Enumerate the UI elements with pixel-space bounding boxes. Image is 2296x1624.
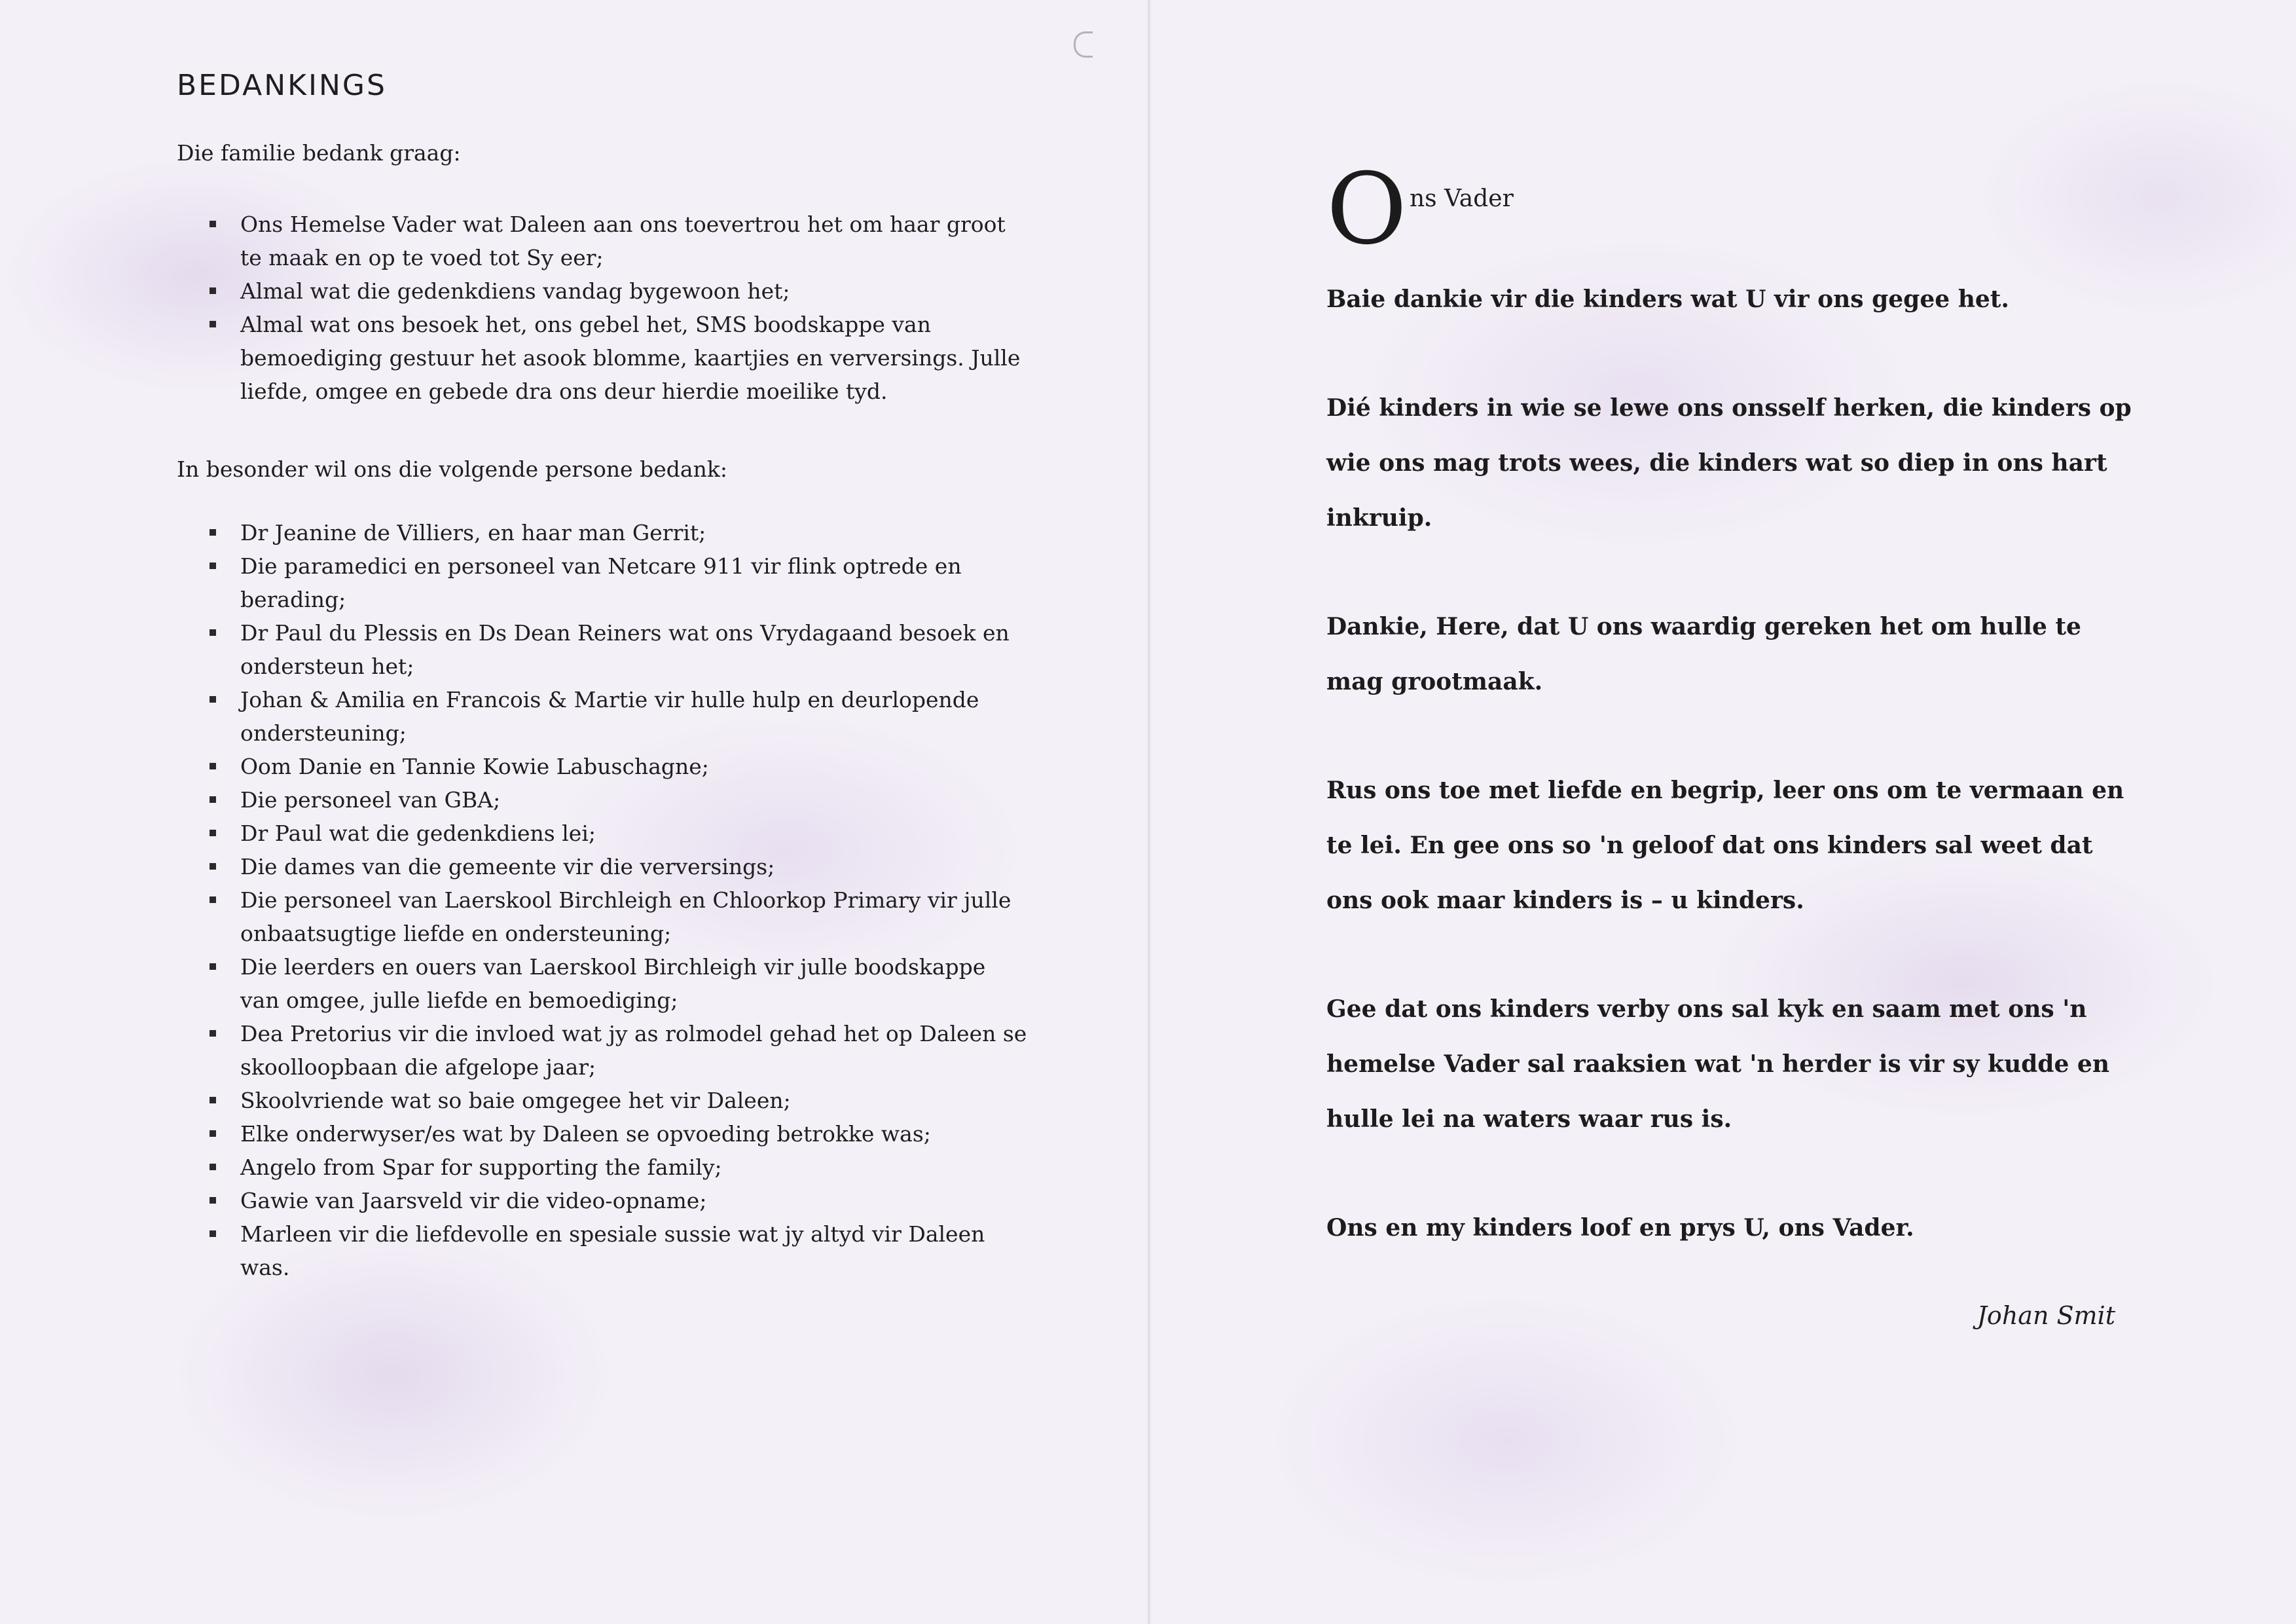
list-item: Oom Danie en Tannie Kowie Labuschagne;: [177, 750, 1028, 783]
list-item: Angelo from Spar for supporting the family;: [177, 1151, 1028, 1184]
poem-title: ns Vader: [1409, 185, 1514, 212]
thanks-list-general: [177, 208, 1028, 408]
poem-opening: [1326, 153, 2132, 272]
bullet-icon: [210, 221, 216, 227]
list-item: Marleen vir die liefdevolle en spesiale sussie wat jy altyd vir Daleen was.: [177, 1217, 1028, 1284]
list-item: Gawie van Jaarsveld vir die video-opname;: [177, 1184, 1028, 1217]
list-item: Elke onderwyser/es wat by Daleen se opvoeding betrokke was;: [177, 1117, 1028, 1151]
poem-paragraph: Baie dankie vir die kinders wat U vir ons gegee het.: [1326, 286, 2009, 313]
list-item: Die paramedici en personeel van Netcare 911 vir flink optrede en berading;: [177, 549, 1028, 616]
page-fold: [1147, 0, 1151, 1624]
right-page: [1326, 153, 2132, 1330]
bullet-icon: [210, 1164, 216, 1170]
list-item: Die dames van die gemeente vir die verversings;: [177, 850, 1028, 883]
author-signature: Johan Smit: [1977, 1301, 2115, 1330]
intro-text: Die familie bedank graag:: [177, 140, 461, 166]
poem-paragraph: Ons en my kinders loof en prys U, ons Vader.: [1326, 1214, 1914, 1242]
poem-paragraph: Gee dat ons kinders verby ons sal kyk en saam met ons 'n hemelse Vader sal raaksien wat 'n herder is vir sy kudde en hulle lei na waters waar rus is.: [1326, 995, 2109, 1133]
bullet-icon: [210, 796, 216, 803]
page-heading: BEDANKINGS: [177, 69, 387, 102]
list-item: Ons Hemelse Vader wat Daleen aan ons toevertrou het om haar groot te maak en op te voed tot Sy eer;: [177, 208, 1028, 274]
bullet-icon: [210, 1230, 216, 1237]
drop-cap: O: [1326, 153, 1407, 267]
poem-paragraph: Dankie, Here, dat U ons waardig gereken het om hulle te mag grootmaak.: [1326, 613, 2081, 695]
bullet-icon: [210, 1097, 216, 1103]
bullet-icon: [210, 529, 216, 536]
bullet-icon: [210, 763, 216, 769]
bullet-icon: [210, 963, 216, 970]
bullet-icon: [210, 896, 216, 903]
list-item: Skoolvriende wat so baie omgegee het vir Daleen;: [177, 1084, 1028, 1117]
list-item: Die leerders en ouers van Laerskool Birchleigh vir julle boodskappe van omgee, julle liefde en bemoediging;: [177, 950, 1028, 1017]
list-item: Dr Paul du Plessis en Ds Dean Reiners wat ons Vrydagaand besoek en ondersteun het;: [177, 616, 1028, 683]
list-item: Almal wat ons besoek het, ons gebel het, SMS boodskappe van bemoediging gestuur het asook blomme, kaartjies en verversings. Julle liefde, omgee en gebede dra ons deur hierdie moeilike tyd.: [177, 308, 1028, 408]
poem-paragraph: Rus ons toe met liefde en begrip, leer ons om te vermaan en te lei. En gee ons so 'n geloof dat ons kinders sal weet dat ons ook maar kinders is – u kinders.: [1326, 777, 2124, 914]
left-page: [177, 69, 1028, 1284]
bullet-icon: [210, 287, 216, 294]
list-item: Dr Paul wat die gedenkdiens lei;: [177, 817, 1028, 850]
bullet-icon: [210, 1030, 216, 1037]
list-item: Dr Jeanine de Villiers, en haar man Gerrit;: [177, 516, 1028, 549]
list-item: Dea Pretorius vir die invloed wat jy as rolmodel gehad het op Daleen se skoolloopbaan die afgelope jaar;: [177, 1017, 1028, 1084]
bullet-icon: [210, 863, 216, 870]
thanks-list-specific: [177, 516, 1028, 1284]
bullet-icon: [210, 696, 216, 703]
list-item: Almal wat die gedenkdiens vandag bygewoon het;: [177, 274, 1028, 308]
list-item: Die personeel van Laerskool Birchleigh en Chloorkop Primary vir julle onbaatsugtige liefde en ondersteuning;: [177, 883, 1028, 950]
poem-paragraph: Dié kinders in wie se lewe ons onsself herken, die kinders op wie ons mag trots wees, die kinders wat so diep in ons hart inkruip.: [1326, 394, 2132, 532]
list-item: Die personeel van GBA;: [177, 783, 1028, 817]
bullet-icon: [210, 830, 216, 836]
bullet-icon: [210, 1130, 216, 1137]
bullet-icon: [210, 1197, 216, 1204]
bullet-icon: [210, 563, 216, 569]
punch-hole: [1074, 31, 1093, 58]
list-item: Johan & Amilia en Francois & Martie vir hulle hulp en deurlopende ondersteuning;: [177, 683, 1028, 750]
subintro-text: In besonder wil ons die volgende persone bedank:: [177, 456, 727, 482]
bullet-icon: [210, 321, 216, 327]
bullet-icon: [210, 629, 216, 636]
